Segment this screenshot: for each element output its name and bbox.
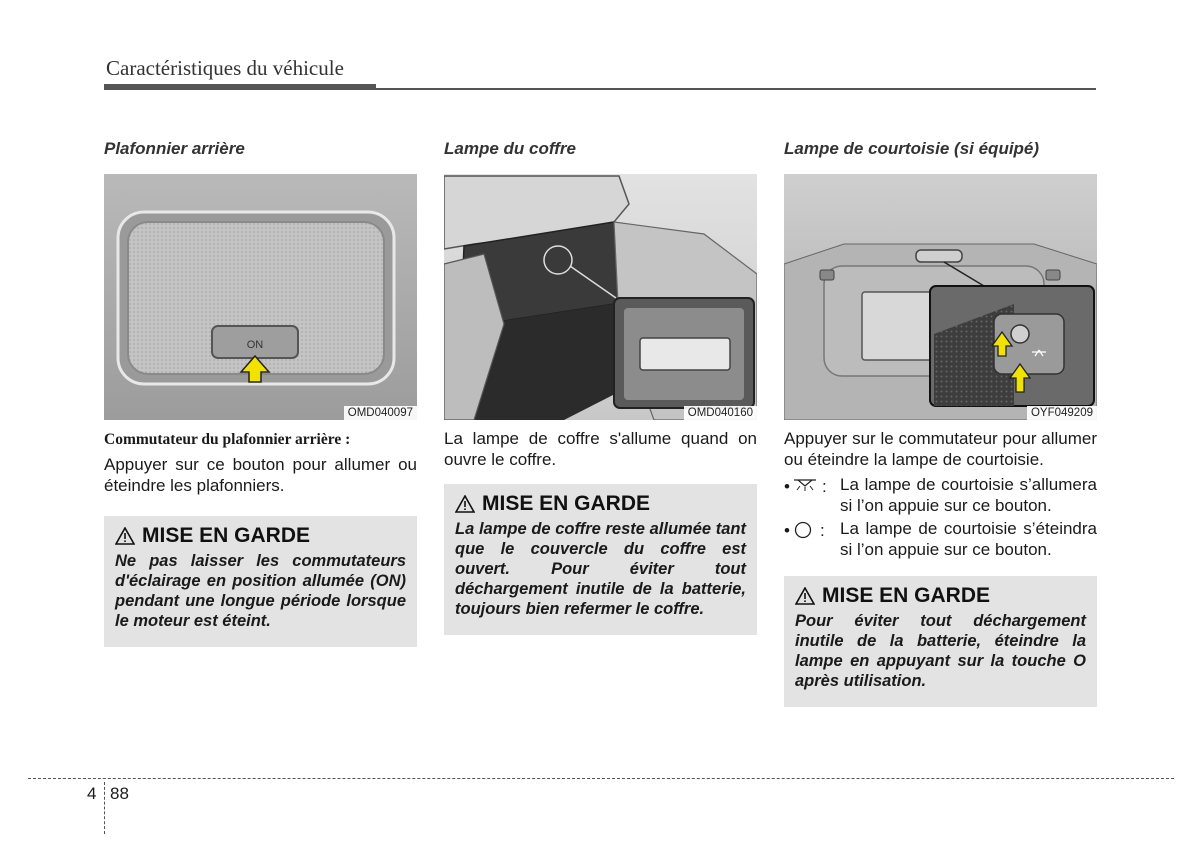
caution-heading: MISE EN GARDE [142, 524, 311, 547]
rear-dome-light-figure [104, 174, 417, 420]
caution-heading: MISE EN GARDE [482, 492, 651, 515]
column-lampe-courtoisie [784, 138, 1097, 707]
warning-triangle-icon [115, 527, 135, 545]
body-text: La lampe de coffre s'allume quand on ouvre le coffre. [444, 429, 757, 469]
body-text: Appuyer sur ce bouton pour allumer ou éteindre les plafonniers. [104, 455, 417, 495]
header-rule-thick [104, 84, 376, 90]
warning-triangle-icon [455, 495, 475, 513]
caution-text: La lampe de coffre reste allumée tant que le couvercle du coffre est ouvert. Pour éviter tout déchargement inutile de la batterie, toujours bien refermer le coffre. [455, 520, 746, 618]
figure-code: OYF049209 [1027, 406, 1097, 420]
bullet-text: La lampe de courtoisie s’éteindra si l’on appuie sur ce bouton. [840, 519, 1097, 559]
page-title: Caractéristiques du véhicule [106, 56, 344, 80]
bullet-lamp-on: • : La lampe de courtoisie s’allumera si l’on appuie sur ce bouton. [784, 475, 1097, 515]
chapter-number: 4 [87, 784, 97, 803]
bullet-text: La lampe de courtoisie s’allumera si l’on appuie sur ce bouton. [840, 475, 1097, 515]
caution-box [784, 576, 1097, 707]
switch-subtitle: Commutateur du plafonnier arrière : [104, 431, 351, 448]
caution-text: Pour éviter tout déchargement inutile de la batterie, éteindre la lampe en appuyant sur la touche O après utilisation. [795, 612, 1086, 690]
bullet-lamp-off: • : La lampe de courtoisie s’éteindra si l’on appuie sur ce bouton. [784, 519, 1097, 559]
section-title: Lampe de courtoisie (si équipé) [784, 139, 1040, 158]
caution-heading: MISE EN GARDE [822, 584, 991, 607]
svg-text:ON: ON [246, 339, 264, 351]
lamp-on-icon [793, 477, 817, 498]
courtesy-lamp-figure [784, 174, 1097, 420]
figure-code: OMD040097 [344, 406, 417, 420]
body-text: Appuyer sur le commutateur pour allumer ou éteindre la lampe de courtoisie. [784, 429, 1097, 469]
column-lampe-coffre [444, 138, 757, 635]
figure-code: OMD040160 [684, 406, 757, 420]
trunk-lamp-figure [444, 174, 757, 420]
section-title: Lampe du coffre [444, 139, 576, 158]
section-title: Plafonnier arrière [104, 139, 245, 158]
circle-off-icon [793, 521, 813, 545]
footer-divider [28, 778, 1174, 779]
caution-text: Ne pas laisser les commutateurs d'éclairage en position allumée (ON) pendant une longue période lorsque le moteur est éteint. [115, 552, 406, 630]
column-plafonnier [104, 138, 417, 647]
footer-vertical-divider [104, 782, 105, 834]
page-number: 88 [110, 784, 129, 803]
warning-triangle-icon [795, 587, 815, 605]
caution-box [104, 516, 417, 647]
caution-box [444, 484, 757, 635]
header-rule-thin [376, 88, 1096, 90]
